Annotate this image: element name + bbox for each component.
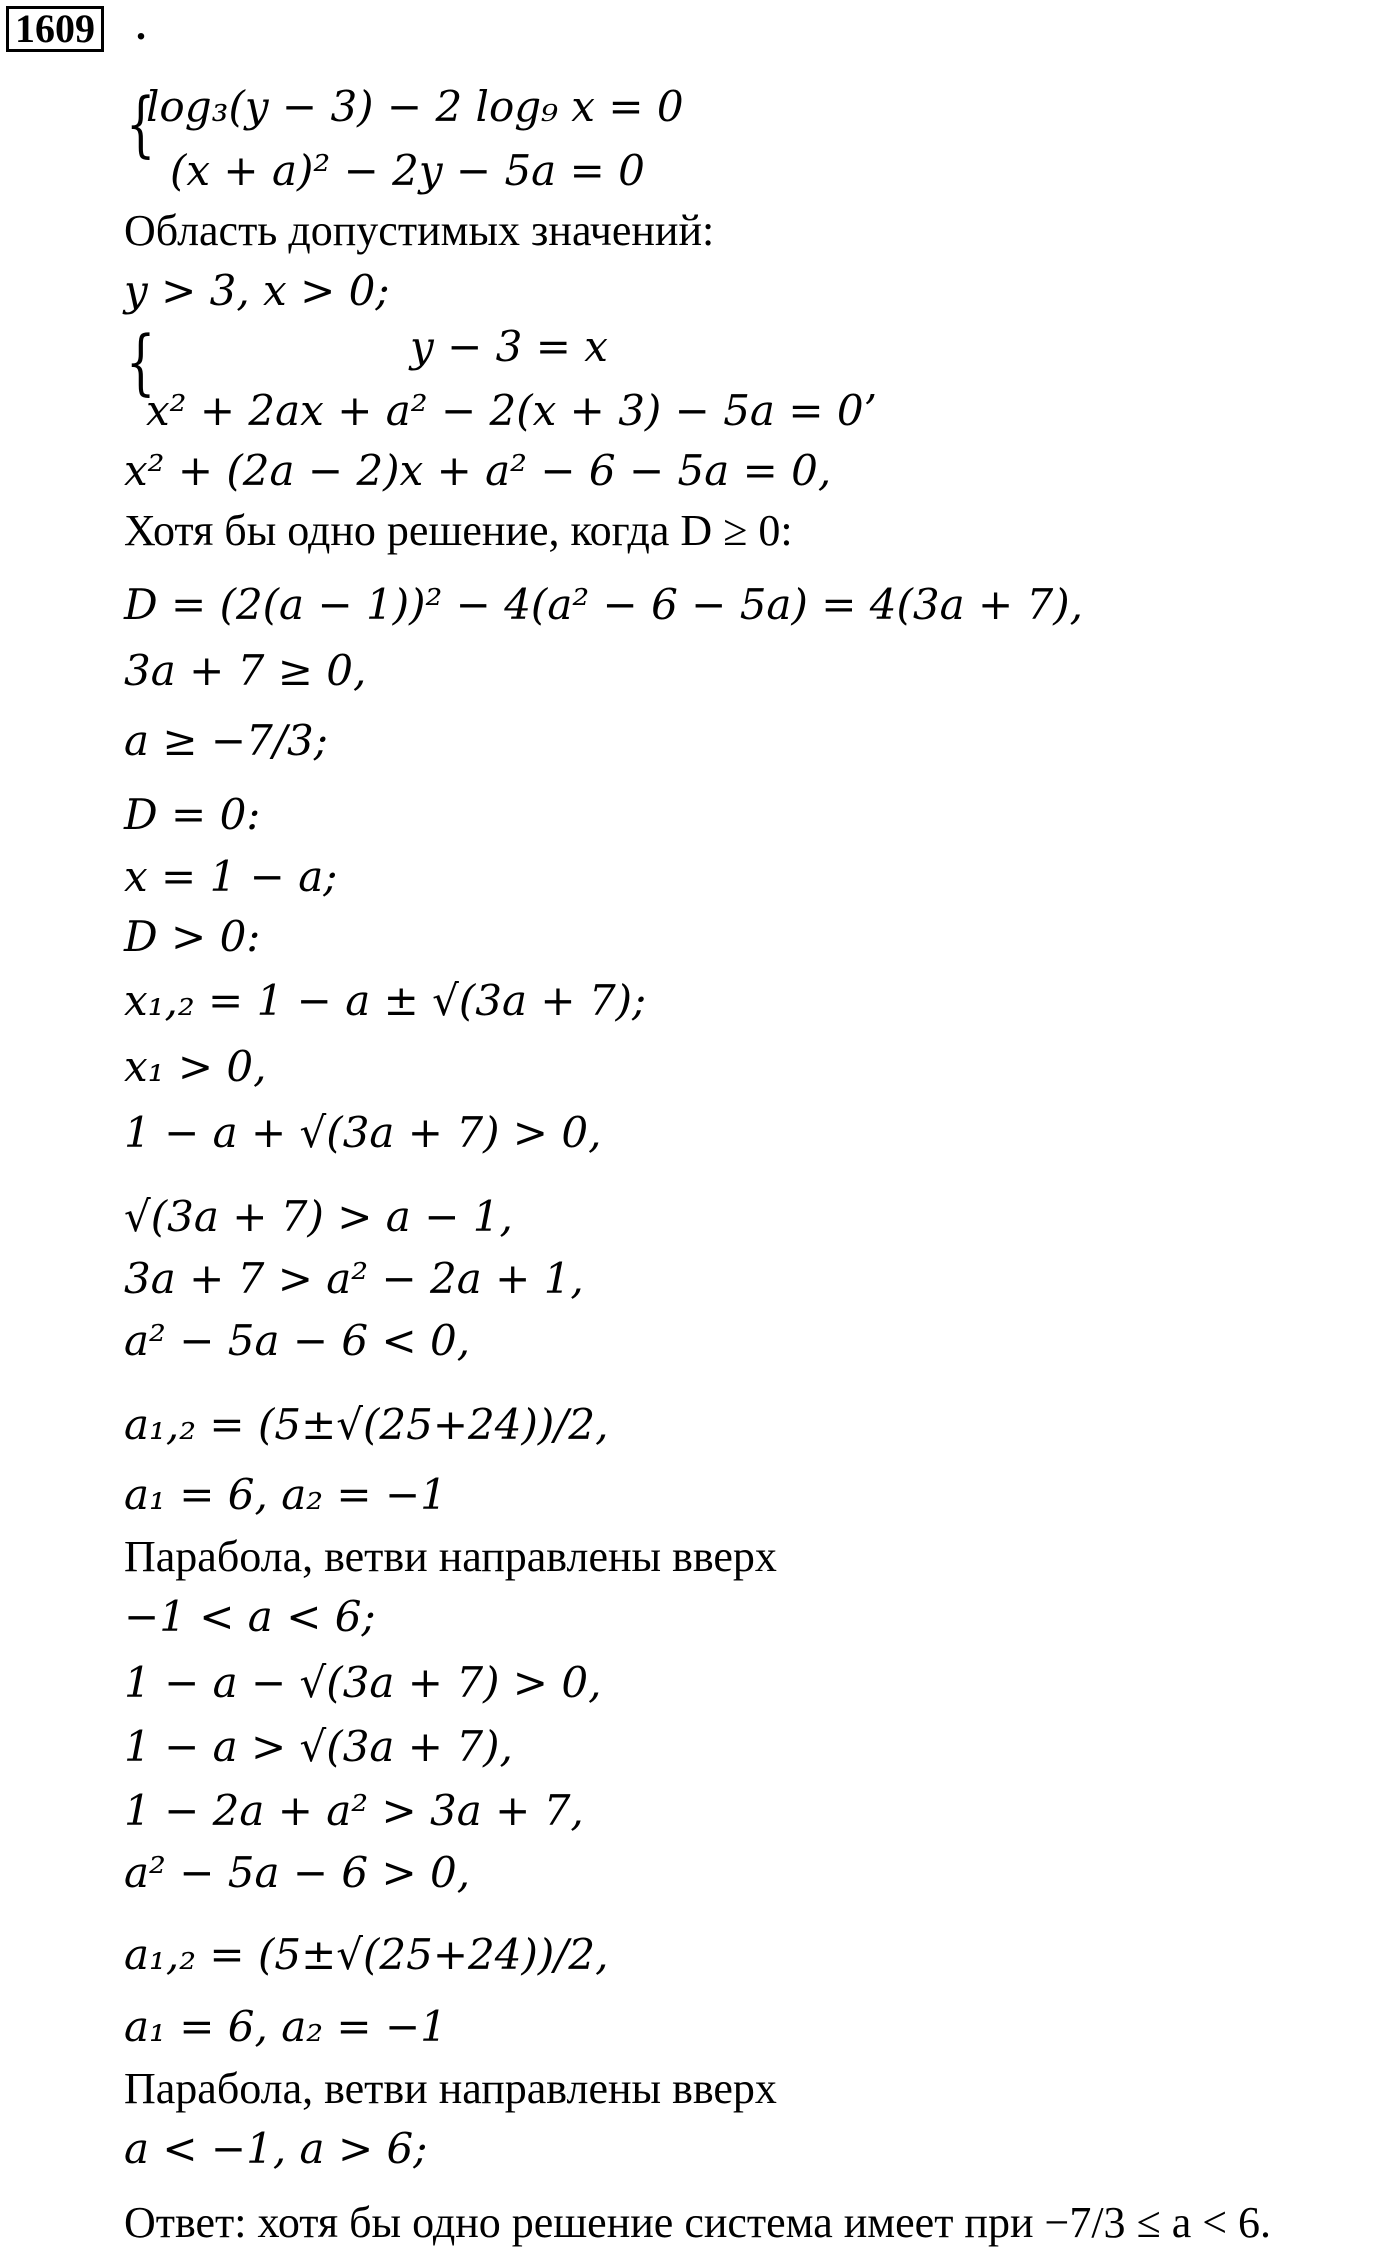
equation-line-13: x = 1 − a; bbox=[124, 852, 338, 901]
equation-line-30: a₁ = 6, a₂ = −1 bbox=[124, 2002, 447, 2051]
equation-line-11: a ≥ −7/3; bbox=[124, 716, 328, 765]
equation-line-27: 1 − 2a + a² > 3a + 7, bbox=[124, 1786, 584, 1835]
problem-number-dot: . bbox=[136, 3, 146, 48]
system-brace-2: { bbox=[126, 319, 156, 404]
equation-line-26: 1 − a > √(3a + 7), bbox=[124, 1722, 513, 1771]
text-line-8: Хотя бы одно решение, когда D ≥ 0: bbox=[124, 506, 793, 555]
text-line-3: Область допустимых значений: bbox=[124, 206, 715, 255]
text-line-31: Парабола, ветви направлены вверх bbox=[124, 2064, 777, 2113]
equation-line-24: −1 < a < 6; bbox=[124, 1592, 376, 1641]
equation-line-25: 1 − a − √(3a + 7) > 0, bbox=[124, 1658, 602, 1707]
equation-line-32: a < −1, a > 6; bbox=[124, 2124, 428, 2173]
text-line-23: Парабола, ветви направлены вверх bbox=[124, 1532, 777, 1581]
equation-line-16: x₁ > 0, bbox=[124, 1042, 267, 1091]
equation-line-18: √(3a + 7) > a − 1, bbox=[124, 1192, 513, 1241]
equation-line-19: 3a + 7 > a² − 2a + 1, bbox=[124, 1254, 584, 1303]
equation-line-15: x₁,₂ = 1 − a ± √(3a + 7); bbox=[124, 976, 647, 1025]
equation-line-2: (x + a)² − 2y − 5a = 0 bbox=[170, 146, 645, 195]
equation-line-9: D = (2(a − 1))² − 4(a² − 6 − 5a) = 4(3a + 7), bbox=[124, 580, 1083, 629]
equation-line-22: a₁ = 6, a₂ = −1 bbox=[124, 1470, 447, 1519]
equation-line-14: D > 0: bbox=[124, 912, 261, 961]
equation-line-10: 3a + 7 ≥ 0, bbox=[124, 646, 367, 695]
equation-line-21: a₁,₂ = (5±√(25+24))/2, bbox=[124, 1400, 609, 1449]
equation-line-29: a₁,₂ = (5±√(25+24))/2, bbox=[124, 1930, 609, 1979]
equation-line-4: y > 3, x > 0; bbox=[124, 266, 390, 315]
system-brace-1: { bbox=[126, 81, 156, 166]
equation-line-7: x² + (2a − 2)x + a² − 6 − 5a = 0, bbox=[124, 446, 832, 495]
equation-line-20: a² − 5a − 6 < 0, bbox=[124, 1316, 471, 1365]
equation-line-6: x² + 2ax + a² − 2(x + 3) − 5a = 0’ bbox=[146, 386, 877, 435]
equation-line-17: 1 − a + √(3a + 7) > 0, bbox=[124, 1108, 602, 1157]
problem-number: 1609 bbox=[6, 6, 104, 52]
answer-line: Ответ: хотя бы одно решение система имеет при −7/3 ≤ a < 6. bbox=[124, 2198, 1272, 2247]
equation-line-12: D = 0: bbox=[124, 790, 261, 839]
equation-line-5: y − 3 = x bbox=[410, 322, 608, 371]
equation-line-1: log₃(y − 3) − 2 log₉ x = 0 bbox=[146, 82, 684, 131]
equation-line-28: a² − 5a − 6 > 0, bbox=[124, 1848, 471, 1897]
